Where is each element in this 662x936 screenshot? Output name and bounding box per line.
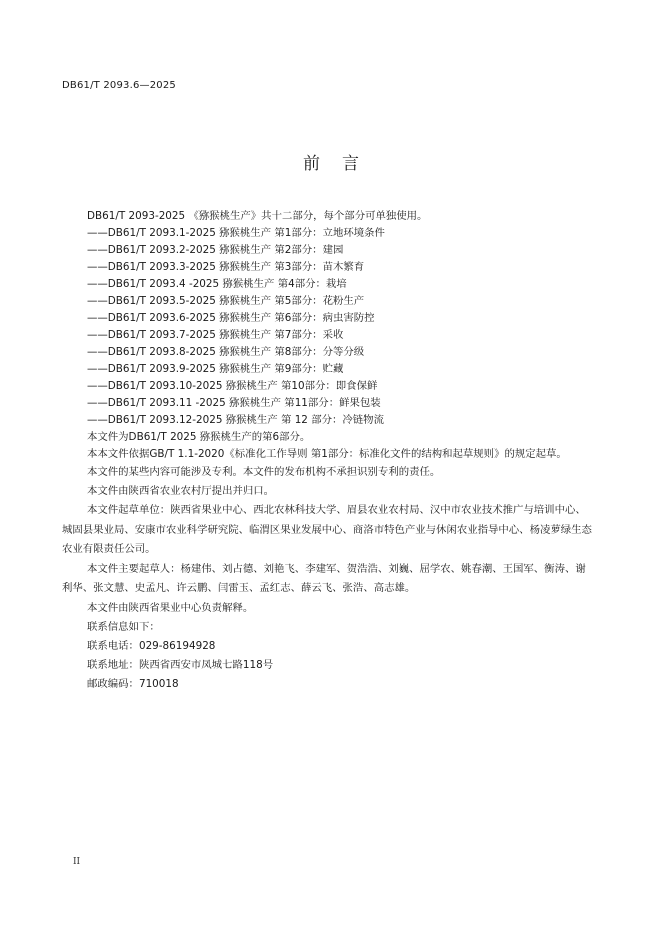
page-title: 前言 (303, 154, 381, 174)
patent-paragraph: 本文件的某些内容可能涉及专利。本文件的发布机构不承担识别专利的责任。 (87, 466, 441, 478)
part-list-item: ——DB61/T 2093.6-2025 猕猴桃生产 第6部分：病虫害防控 (87, 312, 375, 324)
contact-address: 联系地址：陕西省西安市凤城七路118号 (87, 658, 274, 671)
this-part-paragraph: 本文件为DB61/T 2025 猕猴桃生产的第6部分。 (87, 431, 311, 443)
page-number: II (73, 857, 81, 867)
part-list-item: ——DB61/T 2093.5-2025 猕猴桃生产 第5部分：花粉生产 (87, 295, 365, 307)
drafters-paragraph: 本文件主要起草人：杨建伟、刘占德、刘艳飞、李建军、贺浩浩、刘巍、屈学农、姚春潮、王国军、衡涛、谢利华、张文慧、史孟凡、许云鹏、闫雷玉、孟红志、薛云飞、张浩、高志雄。 (62, 562, 586, 594)
contact-phone: 联系电话：029-86194928 (87, 639, 216, 652)
document-code: DB61/T 2093.6—2025 (62, 80, 176, 91)
part-list-item: ——DB61/T 2093.1-2025 猕猴桃生产 第1部分：立地环境条件 (87, 227, 385, 239)
part-list-item: ——DB61/T 2093.11 -2025 猕猴桃生产 第11部分：鲜果包装 (87, 397, 381, 409)
contact-intro: 联系信息如下： (87, 620, 160, 633)
part-list-item: ——DB61/T 2093.8-2025 猕猴桃生产 第8部分：分等分级 (87, 346, 365, 358)
part-list-item: ——DB61/T 2093.12-2025 猕猴桃生产 第 12 部分：冷链物流 (87, 414, 384, 426)
proposer-paragraph: 本文件由陕西省农业农村厅提出并归口。 (87, 485, 275, 497)
part-list-item: ——DB61/T 2093.9-2025 猕猴桃生产 第9部分：贮藏 (87, 363, 344, 375)
part-list-item: ——DB61/T 2093.3-2025 猕猴桃生产 第3部分：苗木繁育 (87, 261, 365, 273)
part-list-item: ——DB61/T 2093.10-2025 猕猴桃生产 第10部分：即食保鲜 (87, 380, 378, 392)
foreword-body (62, 208, 594, 694)
drafting-units-paragraph: 本文件起草单位：陕西省果业中心、西北农林科技大学、眉县农业农村局、汉中市农业技术推广与培训中心、城固县果业局、安康市农业科学研究院、临渭区果业发展中心、商洛市特色产业与休闲农业指导中心、杨凌萝绿生态农业有限责任公司。 (62, 504, 592, 555)
contact-postcode: 邮政编码：710018 (87, 677, 179, 690)
part-list-item: ——DB61/T 2093.4 -2025 猕猴桃生产 第4部分：栽培 (87, 278, 347, 290)
intro-paragraph: DB61/T 2093-2025 《猕猴桃生产》共十二部分，每个部分可单独使用。 (87, 210, 428, 222)
part-list-item: ——DB61/T 2093.2-2025 猕猴桃生产 第2部分：建园 (87, 244, 344, 256)
interpreter-paragraph: 本文件由陕西省果业中心负责解释。 (87, 601, 254, 614)
part-list-item: ——DB61/T 2093.7-2025 猕猴桃生产 第7部分：采收 (87, 329, 344, 341)
drafting-rule-paragraph: 本本文件依据GB/T 1.1-2020《标准化工作导则 第1部分：标准化文件的结构和起草规则》的规定起草。 (87, 448, 567, 460)
